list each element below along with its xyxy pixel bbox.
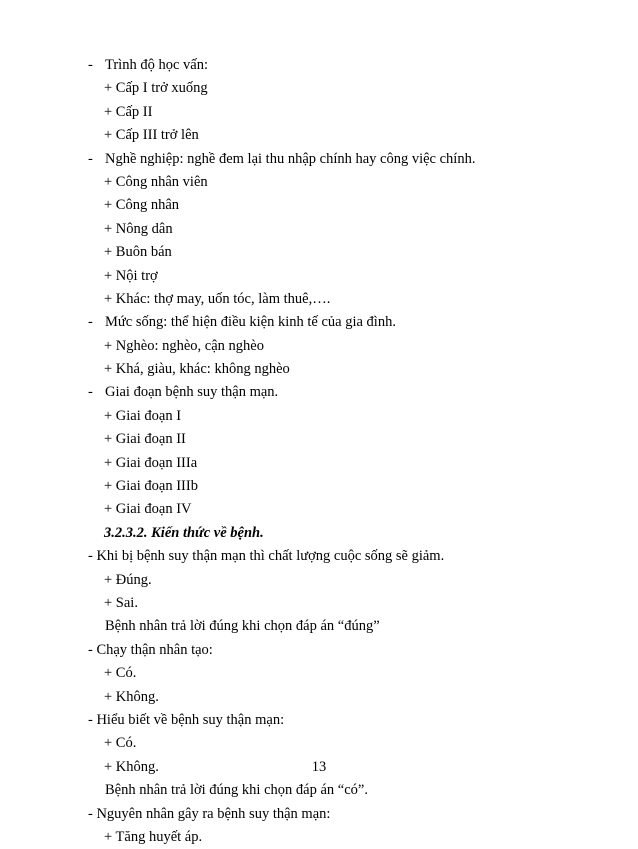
question-text: - Chạy thận nhân tạo: [88,641,213,658]
answer-option: + Không. [104,758,159,775]
sub-item: + Khác: thợ may, uốn tóc, làm thuê,…. [104,290,331,307]
sub-item: + Giai đoạn IIIa [104,454,198,471]
answer-option: + Có. [104,665,137,682]
list-item-occupation [88,148,588,171]
dash-bullet: - [88,384,93,401]
dash-bullet: - [88,57,93,73]
dash-bullet: - [88,150,93,167]
answer-option: + Không. [104,688,159,705]
answer-option: + Đúng. [104,571,152,588]
sub-item: + Khá, giàu, khác: không nghèo [104,361,290,378]
question-text: - Khi bị bệnh suy thận mạn thì chất lượng cuộc sống sẽ giảm. [88,548,445,565]
sub-item: + Cấp III trở lên [104,127,199,144]
sub-item: + Công nhân viên [104,173,208,190]
sub-item: + Giai đoạn IIIb [104,478,198,495]
sub-item: + Công nhân [104,197,180,214]
sub-item: + Giai đoạn II [104,431,186,448]
dash-bullet: - [88,314,93,331]
question-text: - Hiểu biết về bệnh suy thận mạn: [88,711,285,728]
page-number: 13 [311,759,327,775]
list-item-label: Nghề nghiệp: nghề đem lại thu nhập chính hay công việc chính. [105,150,476,167]
answer-option: + Sai. [104,594,138,611]
answer-option: + Tăng huyết áp. [104,828,203,845]
list-item-education [88,54,588,77]
sub-item: + Giai đoạn IV [104,501,192,518]
sub-item: + Giai đoạn I [104,407,182,424]
list-item-label: Mức sống: thể hiện điều kiện kinh tế của gia đình. [105,314,396,331]
list-item-living-standard [88,311,588,334]
sub-item: + Nông dân [104,220,173,237]
sub-item: + Nội trợ [104,267,158,284]
answer-note: Bệnh nhân trả lời đúng khi chọn đáp án “đúng” [105,618,380,635]
page-content [88,54,588,849]
sub-item: + Nghèo: nghèo, cận nghèo [104,337,264,354]
list-item-label: Giai đoạn bệnh suy thận mạn. [105,384,279,401]
answer-option: + Có. [104,735,137,752]
sub-item: + Buôn bán [104,244,172,261]
answer-note: Bệnh nhân trả lời đúng khi chọn đáp án “có”. [105,782,368,799]
sub-item: + Cấp II [104,103,153,120]
question-text: - Nguyên nhân gây ra bệnh suy thận mạn: [88,805,331,822]
list-item-disease-stage [88,381,588,404]
sub-item: + Cấp I trở xuống [104,80,208,97]
section-heading: 3.2.3.2. Kiến thức về bệnh. [104,524,264,541]
list-item-label: Trình độ học vấn: [105,57,208,73]
